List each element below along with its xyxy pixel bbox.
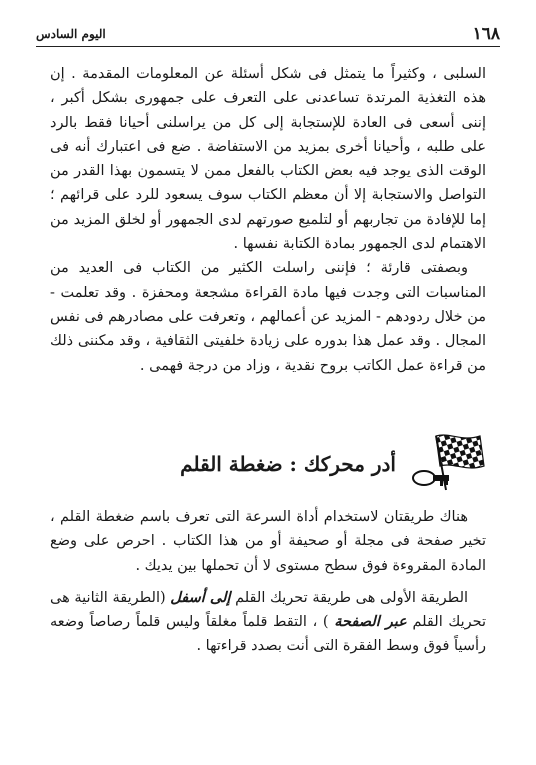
section-title: أدر محركك : ضغطة القلم bbox=[180, 452, 396, 476]
body-text-upper bbox=[50, 62, 486, 378]
method-text-1: الطريقة الأولى هى طريقة تحريك القلم bbox=[235, 589, 469, 606]
page-header bbox=[36, 24, 500, 47]
body-text-lower bbox=[50, 505, 486, 659]
method-text-2: (الطريقة الثانية هى تحريك القلم bbox=[50, 589, 487, 631]
checkered-flag-key-icon bbox=[406, 432, 486, 496]
first-method-paragraph bbox=[50, 586, 486, 659]
section-heading bbox=[50, 432, 486, 500]
method-text-3: ) ، التقط قلماً مغلقاً وليس قلماً رصاصاً وضعه رأسياً فوق وسط الفقرة التى أنت بصدد قراءتها . bbox=[50, 614, 486, 655]
reader-paragraph: وبصفتى قارئة ؛ فإننى راسلت الكثير من الكتاب فى العديد من المناسبات التى وجدت فيها مادة القراءة مشجعة ومحفزة . وقد تعلمت - من خلال ردودهم - المزيد عن أعمالهم ، وتعرفت على مصادرهم فى نفس المجال . وقد عمل هذا بدوره على زيادة خلفيتى الثقافية ، وقد مكننى ذلك من قراءة عمل الكاتب بروح نقدية ، وزاد من درجة فهمى . bbox=[50, 260, 486, 374]
methods-paragraph: هناك طريقتان لاستخدام أداة السرعة التى تعرف باسم ضغطة القلم ، تخير صفحة فى مجلة أو صحيفة أو من هذا الكتاب . احرص على وضع المادة المقروءة فوق سطح مستوى لا أن تحملها بين يديك . bbox=[50, 509, 486, 574]
chapter-title: اليوم السادس bbox=[36, 27, 106, 41]
emphasis-down: إلى أسفل bbox=[170, 588, 231, 606]
emphasis-across: عبر الصفحة bbox=[334, 613, 407, 631]
page-number: ١٦٨ bbox=[472, 24, 500, 44]
intro-paragraph: السلبى ، وكثيراً ما يتمثل فى شكل أسئلة عن المعلومات المقدمة . إن هذه التغذية المرتدة تساعدنى على التعرف على جمهورى بشكل أكبر ، إننى أسعى فى العادة للإستجابة إلى كل من يراسلنى أحيانا فقط بالرد على طلبه ، وأحيانا أخرى بمزيد من الاستفاضة . ضع فى اعتبارك أنه فى الوقت الذى يوجد فيه بعض الكتاب بالفعل ممن لا يتسمون بهذا القدر من التواصل والاستجابة إلا أن معظم الكتاب سوف يسعود للرد على قرائهم ؛ إما للإفادة من تجاربهم أو لتلميع صورتهم لدى الجمهور أو لخلق المزيد من الاهتمام لدى الجمهور بمادة الكتابة نفسها . bbox=[50, 66, 486, 253]
